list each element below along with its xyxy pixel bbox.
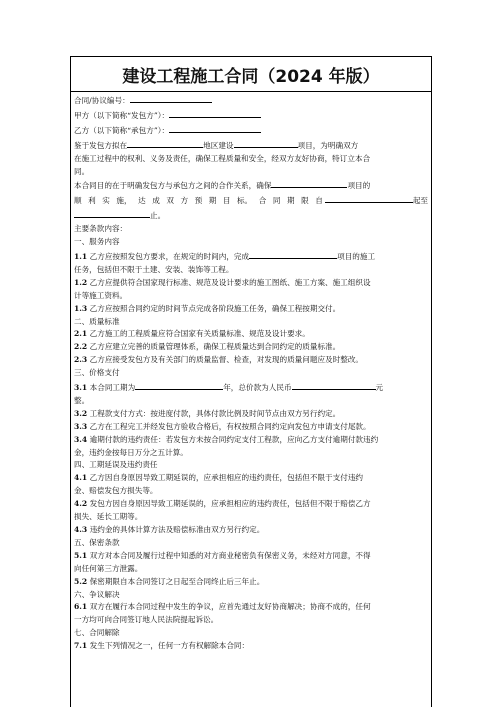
intro-spread-text: [74, 195, 325, 208]
contract-no-label: 合同/协议编号：: [74, 96, 130, 105]
clause-1-1: [74, 249, 428, 264]
section-heading: 二、质量标准: [74, 316, 120, 326]
intro-char: 目: [222, 196, 231, 206]
clause-number: 1.1: [74, 251, 88, 261]
clause-number: 3.4: [74, 434, 88, 444]
clause-text: 年，总价款为人民币: [223, 383, 292, 393]
intro-char: 达: [138, 196, 146, 206]
clause-text: 乙方因自身原因导致工期延误的，应承担相应的违约责任，包括但不限于支付违约: [89, 473, 364, 483]
clause-text: 项目的施工: [337, 251, 376, 261]
intro-char: 期: [208, 196, 217, 206]
intro-line-2: 在施工过程中的权利、义务及责任，确保工程质量和安全，经双方友好协商，特订立本合: [74, 153, 371, 163]
intro-char: 方: [180, 196, 189, 206]
intro-char: 预: [194, 196, 203, 206]
clause-text: 乙方应建立完善的质量管理体系，确保工程质量达到合同约定的质量标准。: [89, 342, 341, 352]
contract-frame: [70, 56, 432, 707]
clause-number: 7.1: [74, 641, 88, 651]
clause-number: 2.1: [74, 329, 88, 339]
clause-text: 乙方应提供符合国家现行标准、规范及设计要求的施工图纸、施工方案、施工组织设: [89, 277, 371, 287]
clause-1-3: [74, 303, 428, 316]
clause-4-3: [74, 524, 428, 537]
project-blank[interactable]: [249, 249, 337, 259]
start-date-blank[interactable]: [325, 193, 413, 203]
clause-3-1: [74, 380, 428, 395]
clause-1-1-cont: 任务，包括但不限于土建、安装、装饰等工程。: [74, 264, 234, 274]
intro-line-5: [74, 193, 428, 208]
clause-5-1: [74, 550, 428, 563]
intro-char: 顺: [74, 196, 82, 206]
section-heading: 四、工期延误及违约责任: [74, 460, 158, 470]
party-a-label: 甲方（以下简称“发包方”）：: [74, 110, 170, 120]
intro-line-6: [74, 208, 428, 223]
clause-text: 双方在履行本合同过程中发生的争议，应首先通过友好协商解决；协商不成的，任何: [89, 602, 371, 612]
intro-char: 利: [88, 196, 96, 206]
clause-2-2: [74, 341, 428, 354]
price-blank[interactable]: [292, 380, 376, 390]
clause-number: 3.2: [74, 408, 88, 418]
clause-text: 乙方应按照合同约定的时间节点完成各阶段施工任务，确保工程按期交付。: [89, 303, 341, 313]
clause-3-1-cont: 整。: [74, 395, 90, 405]
clause-text: 逾期付款的违约责任：若发包方未按合同约定支付工程款，应向乙方支付逾期付款违约: [89, 434, 379, 444]
section-heading: 一、服务内容: [74, 237, 120, 247]
intro-char: 同: [272, 196, 281, 206]
document-title: 建设工程施工合同（2024 年版）: [71, 57, 431, 92]
section-heading: 五、保密条款: [74, 537, 120, 547]
clause-text: 乙方应按照发包方要求，在规定的时间内，完成: [89, 251, 250, 261]
clause-number: 5.1: [74, 550, 88, 560]
intro-char: 标。: [236, 196, 253, 206]
clause-text: 元: [375, 383, 384, 393]
intro-text: 项目的: [347, 181, 371, 191]
clause-text: 乙方施工的工程质量应符合国家有关质量标准、规范及设计要求。: [89, 329, 310, 339]
clause-text: 本合同工期为: [89, 383, 136, 393]
clause-text: 违约金的具体计算方法及赔偿标准由双方另行约定。: [89, 525, 265, 534]
clause-number: 4.2: [74, 499, 88, 509]
contract-body: [74, 93, 428, 653]
clause-1-2: [74, 277, 428, 290]
intro-line-3: 同。: [74, 166, 90, 176]
intro-char: 合: [258, 196, 267, 206]
party-b-row: [74, 123, 428, 138]
intro-char: 限: [301, 196, 309, 206]
intro-text: 止。: [150, 211, 166, 221]
intro-text: 鉴于发包方拟在: [74, 140, 128, 150]
clause-4-1: [74, 472, 428, 485]
project-name-blank[interactable]: [271, 178, 347, 188]
contract-no-blank[interactable]: [130, 93, 212, 103]
clause-number: 1.2: [74, 277, 88, 287]
section-heading: 六、争议解决: [74, 589, 120, 599]
contract-no-row: [74, 93, 428, 108]
clause-number: 5.2: [74, 576, 88, 586]
clause-4-2-cont: 损失、延长工期等。: [74, 512, 143, 522]
location-blank[interactable]: [127, 138, 203, 148]
clause-5-2: [74, 576, 428, 589]
project-blank[interactable]: [234, 138, 298, 148]
section-heading: 七、合同解除: [74, 628, 120, 638]
clause-text: 保密期限自本合同签订之日起至合同终止后三年止。: [89, 576, 265, 586]
clause-text: 发包方因自身原因导致工期延误的，应承担相应的违约责任，包括但不限于赔偿乙方: [89, 499, 371, 509]
clause-2-3: [74, 354, 428, 367]
intro-char: 成: [152, 196, 160, 206]
end-date-blank[interactable]: [74, 208, 150, 218]
intro-char: 实: [102, 196, 110, 206]
intro-char: 自: [315, 196, 323, 206]
main-terms-heading: 主要条款内容：: [74, 224, 128, 234]
clause-number: 3.1: [74, 383, 88, 393]
clause-text: 发生下列情况之一，任何一方有权解除本合同：: [89, 641, 250, 651]
intro-text: 地区建设: [203, 140, 234, 150]
clause-3-2: [74, 408, 428, 421]
section-heading: 三、价格支付: [74, 368, 120, 378]
clause-3-3: [74, 421, 428, 434]
clause-text: 乙方应接受发包方及有关部门的质量监督、检查，对发现的质量问题应及时整改。: [89, 355, 364, 365]
clause-1-2-cont: 计等施工资料。: [74, 290, 128, 300]
clause-6-1-cont: 一方均可向合同签订地人民法院提起诉讼。: [74, 615, 219, 625]
intro-line-1: [74, 138, 428, 153]
clause-number: 4.1: [74, 473, 88, 483]
clause-text: 双方对本合同及履行过程中知悉的对方商业秘密负有保密义务，未经对方同意，不得: [89, 550, 371, 560]
clause-4-1-cont: 金、赔偿发包方损失等。: [74, 486, 158, 496]
clause-text: 工程款支付方式：按进度付款，具体付款比例及时间节点由双方另行约定。: [89, 408, 341, 418]
party-b-blank[interactable]: [169, 123, 261, 133]
intro-char: 双: [166, 196, 174, 206]
clause-6-1: [74, 601, 428, 614]
clause-3-4-cont: 金，违约金按每日万分之五计算。: [74, 447, 188, 457]
clause-number: 6.1: [74, 602, 88, 612]
party-a-blank[interactable]: [169, 108, 261, 118]
clause-number: 2.2: [74, 342, 88, 352]
party-a-row: [74, 108, 428, 123]
clause-number: 1.3: [74, 303, 88, 313]
intro-char: 施，: [116, 196, 132, 206]
clause-3-4: [74, 434, 428, 447]
duration-blank[interactable]: [135, 380, 223, 390]
clause-number: 3.3: [74, 421, 88, 431]
intro-text: 项目，为明确双方: [297, 140, 359, 150]
clause-number: 4.3: [74, 525, 88, 534]
clause-7-1: [74, 640, 428, 653]
intro-char: 期: [286, 196, 295, 206]
party-b-label: 乙方（以下简称“承包方”）：: [74, 125, 170, 135]
clause-5-1-cont: 向任何第三方泄露。: [74, 563, 143, 573]
intro-line-4: [74, 178, 428, 193]
clause-4-2: [74, 498, 428, 511]
clause-text: 乙方在工程完工并经发包方验收合格后，有权按照合同约定向发包方申请支付尾款。: [89, 421, 371, 431]
clause-number: 2.3: [74, 355, 88, 365]
clause-2-1: [74, 328, 428, 341]
intro-text: 起至: [412, 196, 428, 206]
intro-text: 本合同目的在于明确发包方与承包方之间的合作关系，确保: [74, 181, 272, 191]
